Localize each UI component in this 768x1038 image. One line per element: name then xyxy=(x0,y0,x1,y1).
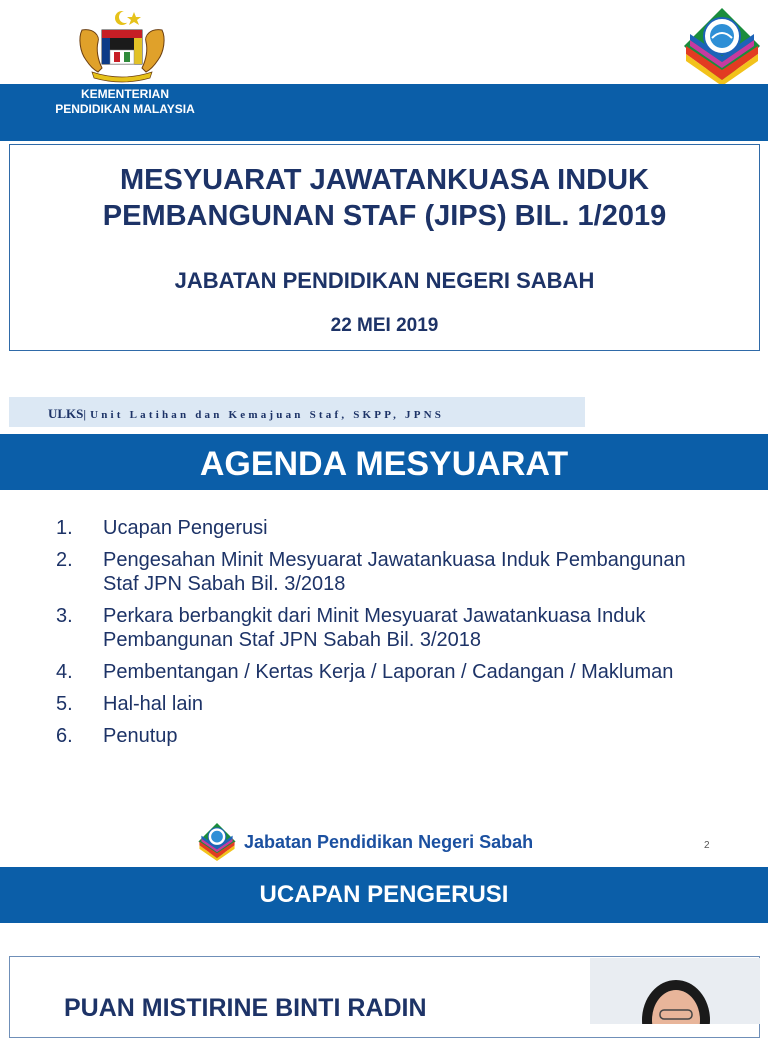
agenda-item-text: Ucapan Pengerusi xyxy=(103,517,268,539)
agenda-item xyxy=(56,724,696,748)
jpn-sabah-logo-icon xyxy=(680,6,764,88)
speaker-name: PUAN MISTIRINE BINTI RADIN xyxy=(64,994,427,1022)
agenda-item-text: Penutup xyxy=(103,725,178,747)
agenda-item-number: 6. xyxy=(56,725,73,747)
ministry-line-2: PENDIDIKAN MALAYSIA xyxy=(55,102,195,116)
jpn-sabah-footer-logo-icon xyxy=(196,822,238,862)
footer-org-name xyxy=(244,832,533,853)
footer-org-name-a: Jabatan Pendidikan xyxy=(244,832,419,852)
department-subtitle: JABATAN PENDIDIKAN NEGERI SABAH xyxy=(174,268,595,293)
agenda-item-number: 4. xyxy=(56,661,73,683)
unit-full-name: Unit Latihan dan Kemajuan Staf, SKPP, JPNS xyxy=(90,409,445,421)
agenda-item xyxy=(56,516,696,540)
ministry-name xyxy=(40,87,210,117)
page-number: 2 xyxy=(704,840,710,851)
meeting-title-line-1: MESYUARAT JAWATANKUASA INDUK xyxy=(120,164,649,196)
agenda-item xyxy=(56,548,696,596)
meeting-title xyxy=(9,162,760,234)
agenda-item xyxy=(56,660,696,684)
agenda-item-text: Pembentangan / Kertas Kerja / Laporan / Cadangan / Makluman xyxy=(103,661,674,683)
meeting-date: 22 MEI 2019 xyxy=(330,315,439,336)
unit-separator: | xyxy=(83,407,87,421)
speaker-photo xyxy=(590,958,760,1024)
agenda-list xyxy=(56,516,696,756)
unit-abbr: ULKS xyxy=(48,406,84,421)
ucapan-title: UCAPAN PENGERUSI xyxy=(259,881,509,908)
agenda-item-number: 5. xyxy=(56,693,73,715)
footer-org-name-b: Negeri Sabah xyxy=(418,832,534,852)
meeting-title-line-2: PEMBANGUNAN STAF (JIPS) BIL. 1/2019 xyxy=(102,200,667,232)
agenda-title: AGENDA MESYUARAT xyxy=(199,445,569,483)
agenda-item-text: Hal-hal lain xyxy=(103,693,204,715)
unit-label xyxy=(48,406,444,422)
agenda-item-number: 1. xyxy=(56,517,73,539)
agenda-item xyxy=(56,604,696,652)
agenda-item-text: Perkara berbangkit dari Minit Mesyuarat Jawatankuasa Induk Pembangunan Staf JPN Sabah Bil. 3/2018 xyxy=(103,605,646,651)
agenda-item-text: Pengesahan Minit Mesyuarat Jawatankuasa Induk Pembangunan Staf JPN Sabah Bil. 3/2018 xyxy=(103,549,686,595)
ministry-line-1: KEMENTERIAN xyxy=(80,87,169,101)
agenda-item xyxy=(56,692,696,716)
agenda-item-number: 2. xyxy=(56,549,73,571)
malaysia-coat-of-arms-icon xyxy=(76,8,168,84)
agenda-item-number: 3. xyxy=(56,605,73,627)
